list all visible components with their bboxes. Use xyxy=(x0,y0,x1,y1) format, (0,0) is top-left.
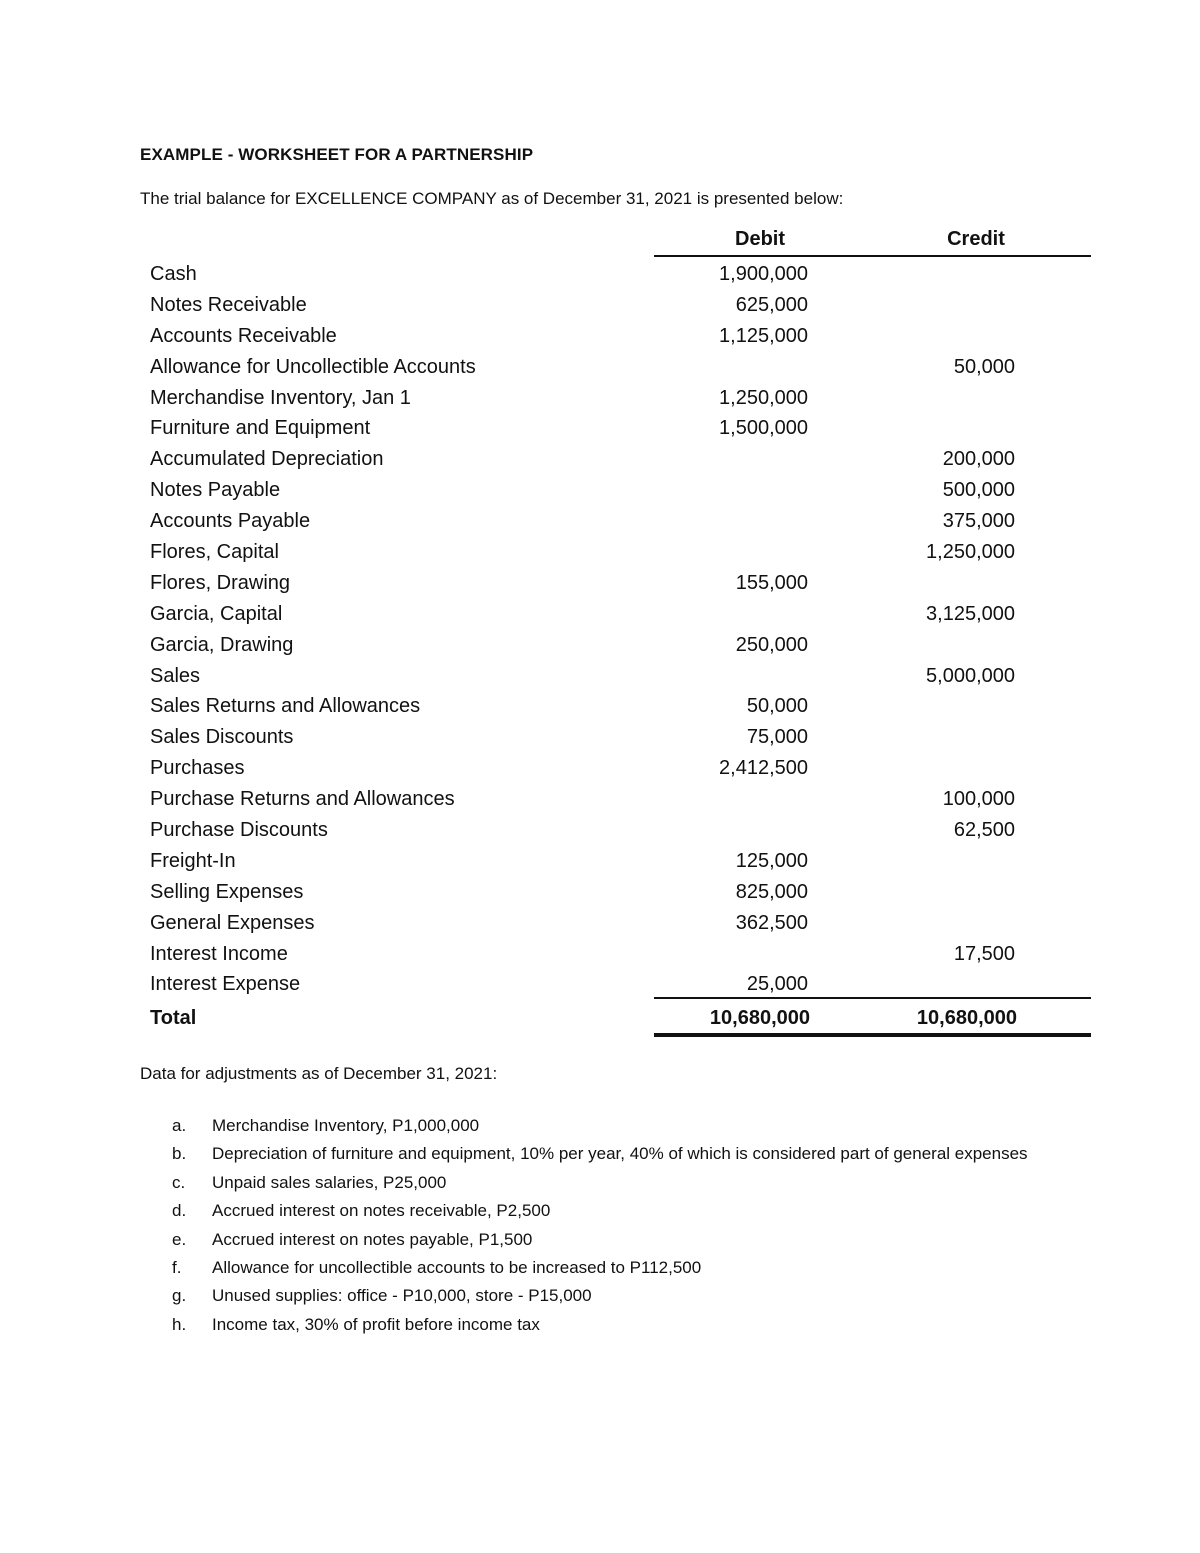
debit-amount: 250,000 xyxy=(735,633,808,656)
list-item-text: Unused supplies: office - P10,000, store - P15,000 xyxy=(212,1286,592,1306)
table-row xyxy=(150,661,1090,692)
table-row xyxy=(150,568,1090,599)
debit-amount: 1,500,000 xyxy=(719,417,808,440)
list-item-letter: a. xyxy=(172,1116,187,1135)
table-row xyxy=(150,939,1090,970)
debit-amount: 1,900,000 xyxy=(719,263,808,285)
total-top-rule xyxy=(654,997,1091,999)
debit-amount: 25,000 xyxy=(746,973,808,996)
account-name: Garcia, Drawing xyxy=(150,633,294,656)
debit-column-header: Debit xyxy=(735,228,785,250)
debit-amount: 155,000 xyxy=(735,571,808,594)
credit-amount: 62,500 xyxy=(953,819,1015,842)
list-item-letter: d. xyxy=(172,1201,187,1221)
list-item-text: Allowance for uncollectible accounts to be increased to P112,500 xyxy=(212,1258,702,1278)
list-item-text: Merchandise Inventory, P1,000,000 xyxy=(212,1116,480,1135)
account-name: Sales Discounts xyxy=(150,726,294,749)
list-item xyxy=(172,1311,1032,1339)
list-item-text: Unpaid sales salaries, P25,000 xyxy=(212,1172,447,1192)
header-underline xyxy=(654,255,1091,257)
table-row xyxy=(150,475,1090,506)
debit-amount: 362,500 xyxy=(735,911,808,934)
total-row xyxy=(150,1003,1090,1033)
debit-amount: 1,125,000 xyxy=(719,324,808,347)
list-item-text: Accrued interest on notes receivable, P2,500 xyxy=(212,1201,551,1221)
account-name: Interest Income xyxy=(150,942,288,965)
list-item xyxy=(172,1226,1032,1254)
list-item xyxy=(172,1282,1032,1310)
table-row xyxy=(150,630,1090,661)
total-double-underline xyxy=(654,1033,1091,1037)
table-row xyxy=(150,753,1090,784)
list-item xyxy=(172,1197,1032,1225)
table-row xyxy=(150,877,1090,908)
debit-amount: 125,000 xyxy=(735,849,808,872)
credit-amount: 5,000,000 xyxy=(926,664,1015,687)
debit-amount: 1,250,000 xyxy=(719,386,808,409)
table-row xyxy=(150,321,1090,352)
account-name: Purchases xyxy=(150,757,245,780)
debit-amount: 50,000 xyxy=(746,695,808,718)
account-name: Merchandise Inventory, Jan 1 xyxy=(150,386,411,409)
debit-amount: 625,000 xyxy=(735,293,808,316)
account-name: Freight-In xyxy=(150,849,236,872)
page-title: EXAMPLE - WORKSHEET FOR A PARTNERSHIP xyxy=(140,145,534,164)
credit-column-header: Credit xyxy=(947,228,1005,250)
table-row xyxy=(150,383,1090,414)
account-name: Sales xyxy=(150,664,201,687)
adjustments-intro: Data for adjustments as of December 31, 2021: xyxy=(140,1064,498,1083)
list-item-letter: e. xyxy=(172,1229,187,1249)
table-row xyxy=(150,599,1090,630)
account-name: Flores, Capital xyxy=(150,541,279,564)
list-item xyxy=(172,1140,1032,1168)
list-item-letter: g. xyxy=(172,1286,187,1306)
table-row xyxy=(150,784,1090,815)
account-name: Garcia, Capital xyxy=(150,602,283,625)
total-label: Total xyxy=(150,1007,197,1029)
intro-text: The trial balance for EXCELLENCE COMPANY as of December 31, 2021 is presented below: xyxy=(140,189,844,208)
list-item-text: Accrued interest on notes payable, P1,500 xyxy=(212,1229,533,1249)
table-row xyxy=(150,290,1090,321)
table-row xyxy=(150,691,1090,722)
account-name: Notes Receivable xyxy=(150,293,307,316)
adjustments-list xyxy=(172,1112,1032,1339)
list-item-letter: c. xyxy=(172,1172,186,1192)
credit-amount: 200,000 xyxy=(942,448,1015,471)
credit-amount: 1,250,000 xyxy=(926,541,1015,564)
account-name: Flores, Drawing xyxy=(150,571,291,594)
account-name: Notes Payable xyxy=(150,479,281,502)
table-row xyxy=(150,352,1090,383)
table-row xyxy=(150,537,1090,568)
debit-amount: 2,412,500 xyxy=(719,757,808,780)
list-item-letter: b. xyxy=(172,1144,187,1164)
debit-amount: 75,000 xyxy=(746,726,808,749)
account-name: Furniture and Equipment xyxy=(150,417,371,440)
account-name: Purchase Returns and Allowances xyxy=(150,788,455,811)
list-item-text: Depreciation of furniture and equipment, 10% per year, 40% of which is considered part of general expenses xyxy=(212,1144,1028,1164)
table-row xyxy=(150,413,1090,444)
credit-amount: 3,125,000 xyxy=(926,602,1015,625)
account-name: Interest Expense xyxy=(150,973,301,996)
table-row xyxy=(150,846,1090,877)
account-name: Purchase Discounts xyxy=(150,819,328,842)
table-row xyxy=(150,908,1090,939)
account-name: Accumulated Depreciation xyxy=(150,448,384,471)
credit-amount: 500,000 xyxy=(942,479,1015,502)
account-name: General Expenses xyxy=(150,911,315,934)
account-name: Accounts Payable xyxy=(150,510,311,533)
table-row xyxy=(150,722,1090,753)
account-name: Allowance for Uncollectible Accounts xyxy=(150,355,476,378)
account-name: Cash xyxy=(150,263,197,285)
list-item xyxy=(172,1254,1032,1282)
list-item-letter: f. xyxy=(172,1258,182,1278)
credit-amount: 17,500 xyxy=(953,942,1015,965)
total-debit: 10,680,000 xyxy=(709,1007,810,1029)
account-name: Accounts Receivable xyxy=(150,324,337,347)
debit-amount: 825,000 xyxy=(735,880,808,903)
credit-amount: 50,000 xyxy=(953,355,1015,378)
list-item xyxy=(172,1169,1032,1197)
list-item-letter: h. xyxy=(172,1314,187,1334)
table-row xyxy=(150,259,1090,290)
list-item-text: Income tax, 30% of profit before income tax xyxy=(212,1314,540,1334)
account-name: Selling Expenses xyxy=(150,880,304,903)
table-row xyxy=(150,506,1090,537)
table-row xyxy=(150,969,1090,1000)
trial-balance-rows xyxy=(150,259,1090,1000)
credit-amount: 375,000 xyxy=(942,510,1015,533)
table-row xyxy=(150,815,1090,846)
total-credit: 10,680,000 xyxy=(916,1007,1017,1029)
account-name: Sales Returns and Allowances xyxy=(150,695,421,718)
list-item xyxy=(172,1112,1032,1140)
credit-amount: 100,000 xyxy=(942,788,1015,811)
table-row xyxy=(150,444,1090,475)
